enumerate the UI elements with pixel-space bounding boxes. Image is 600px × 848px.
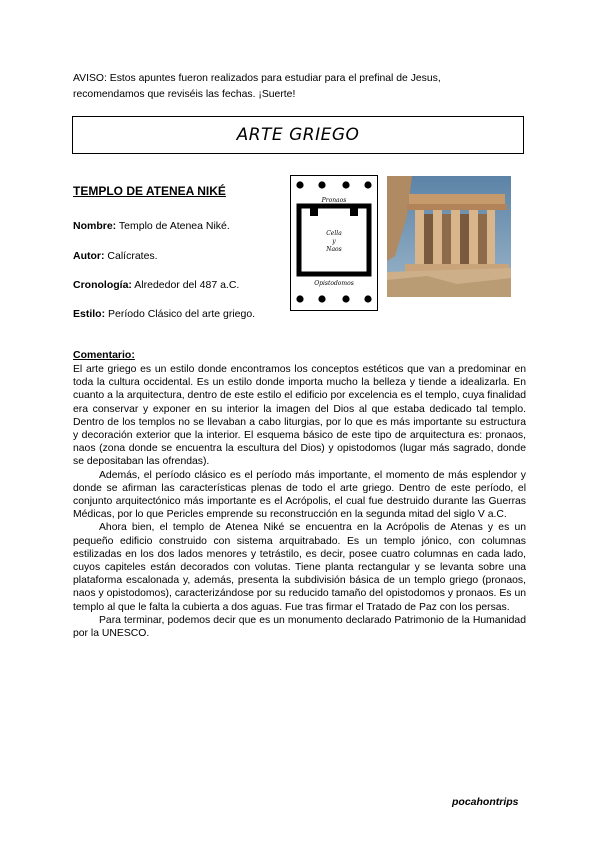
paragraph-3: Ahora bien, el templo de Atenea Niké se encuentra en la Acrópolis de Atenas y es un pequeño edificio construido con sistema arquitrabado. Es un templo jónico, con columnas estilizadas en los dos lados menores y tetrástilo, es decir, posee cuatro columnas en cada lado, cuyos capiteles están decorados con volutas. Tiene planta rectangular y se levanta sobre una plataforma escalonada y, además, presenta la subdivisión básica de un templo griego (pronaos, naos y opistodomos), caracterizándose por su reducido tamaño del opistodomos y pronaos. Es un templo al que le falta la cubierta a dos aguas. Fue tras firmar el Tratado de Paz con los persas. [73,522,526,613]
comment-body [73,363,526,640]
paragraph-4: Para terminar, podemos decir que es un monumento declarado Patrimonio de la Humanidad por la UNESCO. [73,614,526,640]
field-autor-label: Autor: [73,250,105,262]
plan-label-pronaos: Pronaos [321,197,347,204]
field-cronologia [73,279,239,291]
notice-line-1: AVISO: Estos apuntes fueron realizados para estudiar para el prefinal de Jesus, [73,73,441,84]
notice [73,71,533,103]
field-estilo [73,308,255,320]
field-estilo-label: Estilo: [73,308,106,320]
comment-label: Comentario: [73,349,135,361]
paragraph-1: El arte griego es un estilo donde encontramos los conceptos estéticos que van a predominar en toda la cultura occidental. Es un estilo donde importa mucho la belleza y tiende a idealizarla. En cuanto a la arquitectura, dentro de este estilo el edificio por excelencia es el templo, cuya finalidad era conservar y exponer en su interior la imagen del Dios al que estaba dedicado tal templo. Dentro de los templos no se llevaban a cabo liturgias, por lo que es más importante su estructura y decoración exterior que la interior. El esquema básico de este tipo de arquitectura es: pronaos, naos (zona donde se encuentra la escultura del Dios) y opistodomos (lugar más sagrado, donde se depositaban las ofrendas). [73,364,526,468]
field-cronologia-label: Cronología: [73,279,132,291]
paragraph-2: Además, el período clásico es el período más importante, el momento de más esplendor y donde se afirman las características plenas de todo el arte griego. Dentro de este período, el conjunto arquitectónico más importante es el Acrópolis, el cual fue destruido durante las Guerras Médicas, por lo que Pericles emprende su reconstrucción en la segunda mitad del siglo V a.C. [73,469,526,521]
field-nombre-label: Nombre: [73,220,117,232]
notice-line-2: recomendamos que reviséis las fechas. ¡Suerte! [73,89,296,100]
document-title: ARTE GRIEGO [236,125,360,145]
title-box [72,116,524,154]
field-cronologia-value: Alrededor del 487 a.C. [134,279,240,291]
field-nombre [73,220,230,232]
plan-label-y: y [332,238,336,245]
plan-label-cella: Cella [326,230,342,237]
field-estilo-value: Período Clásico del arte griego. [108,308,256,320]
temple-floor-plan [290,175,378,311]
signature: pocahontrips [452,796,519,808]
plan-label-naos: Naos [326,246,342,253]
field-nombre-value: Templo de Atenea Niké. [118,220,230,232]
field-autor-value: Calícrates. [107,250,158,262]
section-heading: TEMPLO DE ATENEA NIKÉ [73,184,226,198]
field-autor [73,250,158,262]
plan-label-opistodomos: Opistodomos [314,280,354,287]
temple-photo [387,176,511,297]
